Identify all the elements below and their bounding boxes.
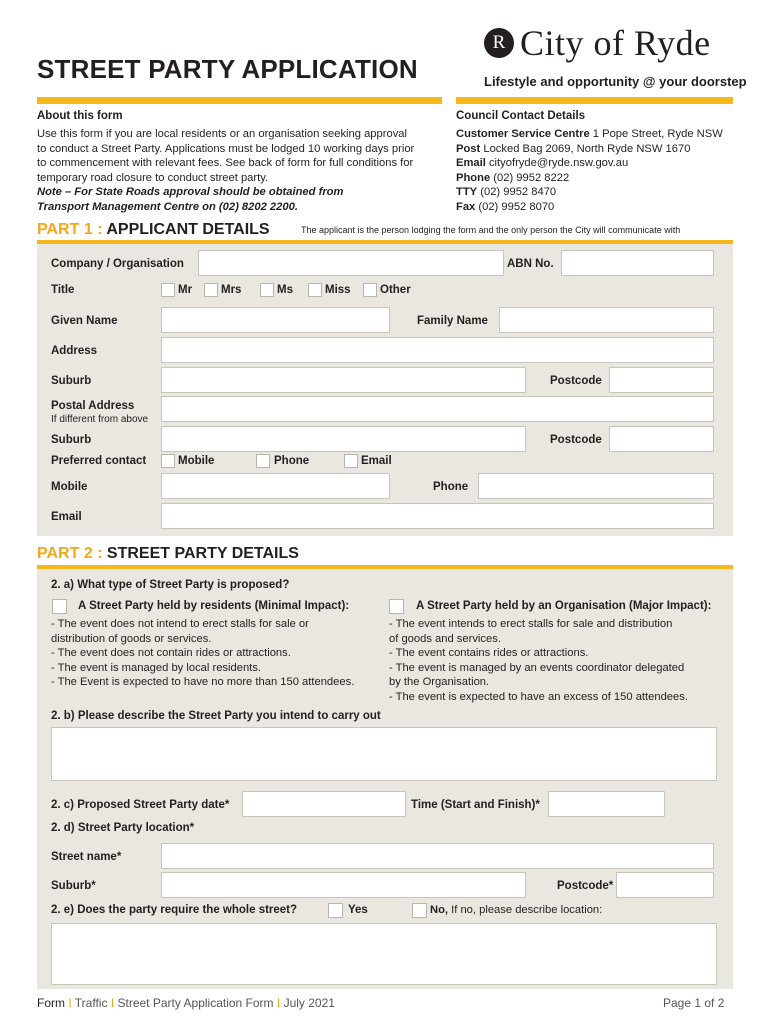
company-label: Company / Organisation	[51, 258, 184, 270]
title-miss-label: Miss	[325, 284, 351, 296]
title-miss-checkbox[interactable]	[308, 283, 322, 297]
postcode-label: Postcode	[550, 375, 602, 387]
party-date-input[interactable]	[242, 791, 406, 817]
page-title: STREET PARTY APPLICATION	[37, 54, 418, 84]
preferred-email-checkbox[interactable]	[344, 454, 358, 468]
header-divider-right	[456, 97, 733, 104]
question-2e: 2. e) Does the party require the whole street?	[51, 904, 298, 916]
part2-heading: PART 2 : STREET PARTY DETAILS	[37, 545, 299, 562]
whole-street-yes-label: Yes	[348, 904, 368, 916]
question-2a: 2. a) What type of Street Party is proposed?	[51, 579, 290, 591]
contact-heading: Council Contact Details	[456, 110, 586, 122]
question-2d: 2. d) Street Party location*	[51, 822, 195, 834]
title-ms-checkbox[interactable]	[260, 283, 274, 297]
city-of-ryde-logo-icon: R	[484, 28, 514, 58]
title-mrs-label: Mrs	[221, 284, 242, 296]
logo-text: City of Ryde	[520, 23, 711, 63]
given-name-label: Given Name	[51, 315, 118, 327]
postal-postcode-input[interactable]	[609, 426, 714, 452]
about-heading: About this form	[37, 110, 123, 122]
location-suburb-input[interactable]	[161, 872, 526, 898]
part1-heading: PART 1 : APPLICANT DETAILS	[37, 221, 270, 238]
company-input[interactable]	[198, 250, 504, 276]
major-impact-conditions: - The event intends to erect stalls for sale and distribution of goods and services. - The event contains rides or attractions. - The event is managed by an events coordinator delegated by the Organisation. - The event is expected to have an excess of 150 attendees.	[389, 618, 688, 703]
mobile-label: Mobile	[51, 481, 88, 493]
street-name-label: Street name*	[51, 851, 122, 863]
page-number: Page 1 of 2	[663, 996, 725, 1010]
whole-street-yes-checkbox[interactable]	[328, 903, 343, 918]
phone-label: Phone	[433, 481, 469, 493]
question-2b: 2. b) Please describe the Street Party you intend to carry out	[51, 710, 381, 722]
title-ms-label: Ms	[277, 284, 293, 296]
preferred-phone-checkbox[interactable]	[256, 454, 270, 468]
location-description-textarea[interactable]	[51, 923, 717, 985]
title-mr-label: Mr	[178, 284, 193, 296]
email-label: Email	[51, 511, 82, 523]
postal-address-input[interactable]	[161, 396, 714, 422]
contact-details: Customer Service Centre 1 Pope Street, Ryde NSW Post Locked Bag 2069, North Ryde NSW 1670 Email cityofryde@ryde.nsw.gov.au Phone (02) 9952 8222 TTY (02) 9952 8470 Fax (02) 9952 8070	[456, 128, 723, 213]
minimal-impact-conditions: - The event does not intend to erect stalls for sale or distribution of goods or services. - The event does not contain rides or attractions. - The event is managed by local residents. - The Event is expected to have no more than 150 attendees.	[51, 618, 355, 689]
postal-address-sublabel: If different from above	[51, 414, 149, 425]
phone-input[interactable]	[478, 473, 714, 499]
postal-address-label: Postal Address	[51, 400, 135, 412]
preferred-mobile-label: Mobile	[178, 455, 215, 467]
suburb-input[interactable]	[161, 367, 526, 393]
footer-form-info: Form I Traffic I Street Party Application Form I July 2021	[37, 996, 335, 1010]
family-name-label: Family Name	[417, 315, 488, 327]
location-postcode-input[interactable]	[616, 872, 714, 898]
given-name-input[interactable]	[161, 307, 390, 333]
abn-input[interactable]	[561, 250, 714, 276]
street-name-input[interactable]	[161, 843, 714, 869]
title-label: Title	[51, 284, 75, 296]
postcode-input[interactable]	[609, 367, 714, 393]
mobile-input[interactable]	[161, 473, 390, 499]
title-mr-checkbox[interactable]	[161, 283, 175, 297]
title-other-label: Other	[380, 284, 411, 296]
part1-note: The applicant is the person lodging the form and the only person the City will communicate with	[301, 225, 681, 235]
about-text: Use this form if you are local residents or an organisation seeking approval to conduct a Street Party. Applications must be lodged 10 working days prior to commencement with relevant fees. See back of form for full conditions for temporary road closure to conduct street party. Note – For State Roads approval should be obtained from Transport Management Centre on (02) 8202 2200.	[37, 128, 415, 213]
address-input[interactable]	[161, 337, 714, 363]
party-time-input[interactable]	[548, 791, 665, 817]
major-impact-checkbox[interactable]	[389, 599, 404, 614]
whole-street-no-checkbox[interactable]	[412, 903, 427, 918]
address-label: Address	[51, 345, 98, 357]
location-postcode-label: Postcode*	[557, 880, 614, 892]
email-input[interactable]	[161, 503, 714, 529]
preferred-phone-label: Phone	[274, 455, 310, 467]
title-mrs-checkbox[interactable]	[204, 283, 218, 297]
suburb-label: Suburb	[51, 375, 92, 387]
party-description-textarea[interactable]	[51, 727, 717, 781]
preferred-email-label: Email	[361, 455, 392, 467]
preferred-contact-label: Preferred contact	[51, 455, 147, 467]
preferred-mobile-checkbox[interactable]	[161, 454, 175, 468]
postal-suburb-input[interactable]	[161, 426, 526, 452]
tagline: Lifestyle and opportunity @ your doorstep	[484, 74, 747, 89]
family-name-input[interactable]	[499, 307, 714, 333]
whole-street-no-label: No, If no, please describe location:	[430, 904, 603, 916]
header-divider-left	[37, 97, 442, 104]
major-impact-label: A Street Party held by an Organisation (Major Impact):	[416, 600, 712, 612]
time-label: Time (Start and Finish)*	[411, 799, 540, 811]
question-2c: 2. c) Proposed Street Party date*	[51, 799, 230, 811]
postal-postcode-label: Postcode	[550, 434, 602, 446]
minimal-impact-checkbox[interactable]	[52, 599, 67, 614]
postal-suburb-label: Suburb	[51, 434, 92, 446]
abn-label: ABN No.	[507, 258, 554, 270]
location-suburb-label: Suburb*	[51, 880, 96, 892]
minimal-impact-label: A Street Party held by residents (Minimal Impact):	[78, 600, 350, 612]
title-other-checkbox[interactable]	[363, 283, 377, 297]
